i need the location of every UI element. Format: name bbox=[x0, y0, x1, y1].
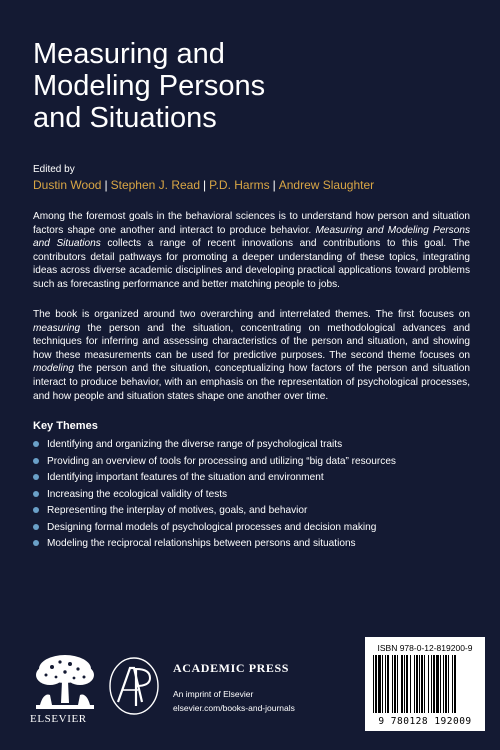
barcode-bar bbox=[375, 655, 377, 713]
barcode-bar bbox=[433, 655, 435, 713]
paragraph-text: the person and the situation, concentrating on methodological advances and techniques for inferring and assessing characteristics of the person and situation, and showing how these measurements can be used for predictive purposes. The second theme focuses on bbox=[33, 322, 470, 361]
edited-by-label: Edited by bbox=[33, 164, 75, 175]
barcode-bar bbox=[378, 655, 381, 713]
isbn-barcode-box bbox=[365, 637, 485, 731]
barcode-bar bbox=[445, 655, 447, 713]
publisher-imprint: An imprint of Elsevier bbox=[173, 689, 254, 699]
paragraph-text: the person and the situation, conceptualizing how factors of the person and situation interact to produce behavior, with an emphasis on the representation of psychological processes, and how people and situation states shape one another over time. bbox=[33, 363, 470, 402]
key-themes-list bbox=[33, 438, 473, 554]
key-theme-text: Identifying important features of the situation and environment bbox=[47, 472, 324, 483]
key-theme-text: Modeling the reciprocal relationships between persons and situations bbox=[47, 538, 356, 549]
barcode-bar bbox=[397, 655, 398, 713]
key-theme-item bbox=[33, 537, 473, 550]
paragraph-text: The book is organized around two overarching and interrelated themes. The first focuses on bbox=[33, 309, 470, 320]
barcode-bar bbox=[394, 655, 396, 713]
bullet-icon bbox=[33, 458, 39, 464]
title-line-2: Modeling Persons bbox=[33, 70, 266, 102]
editor-separator: | bbox=[104, 178, 108, 192]
barcode-bar bbox=[414, 655, 415, 713]
barcode-bar bbox=[382, 655, 383, 713]
key-theme-text: Representing the interplay of motives, goals, and behavior bbox=[47, 505, 308, 516]
emphasis-modeling: modeling bbox=[33, 363, 74, 375]
barcode-bar bbox=[440, 655, 441, 713]
editor-name: Andrew Slaughter bbox=[278, 178, 375, 192]
description-paragraph-1 bbox=[33, 210, 470, 292]
barcode-bar bbox=[431, 655, 432, 713]
book-title-emphasis: Measuring and Modeling Persons and Situations bbox=[33, 224, 470, 250]
barcode-bar bbox=[392, 655, 393, 713]
editor-name: Dustin Wood bbox=[33, 178, 102, 192]
editor-name: P.D. Harms bbox=[209, 178, 270, 192]
key-theme-item bbox=[33, 488, 473, 501]
barcode-bar bbox=[421, 655, 423, 713]
title-line-3: and Situations bbox=[33, 102, 217, 134]
barcode-bar bbox=[416, 655, 418, 713]
barcode-icon bbox=[371, 655, 479, 713]
key-themes-heading: Key Themes bbox=[33, 420, 98, 432]
book-title bbox=[33, 38, 453, 134]
paragraph-text: collects a range of recent innovations and contributions to this goal. The contributors detail pathways for promoting a deeper understanding of these topics, integrating ideas across diverse academic disciplines and developing practical applications toward problems such as forecasting performance and better matching people to jobs. bbox=[33, 238, 470, 290]
barcode-bar bbox=[443, 655, 444, 713]
barcode-bar bbox=[385, 655, 386, 713]
elsevier-tree-logo-icon bbox=[32, 653, 98, 711]
isbn-label: ISBN 978-0-12-819200-9 bbox=[377, 643, 473, 653]
academic-press-ap-logo-icon bbox=[108, 656, 160, 716]
publisher-name: ACADEMIC PRESS bbox=[173, 661, 290, 675]
key-theme-item bbox=[33, 438, 473, 451]
emphasis-measuring: measuring bbox=[33, 322, 81, 334]
editor-separator: | bbox=[203, 178, 207, 192]
editor-separator: | bbox=[272, 178, 276, 192]
barcode-bar bbox=[448, 655, 449, 713]
barcode-bar bbox=[452, 655, 453, 713]
key-theme-item bbox=[33, 504, 473, 517]
publisher-url: elsevier.com/books-and-journals bbox=[173, 703, 295, 713]
barcode-bar bbox=[454, 655, 456, 713]
barcode-bar bbox=[436, 655, 439, 713]
key-theme-item bbox=[33, 455, 473, 468]
key-theme-text: Increasing the ecological validity of tests bbox=[47, 488, 228, 500]
key-theme-text: Designing formal models of psychological processes and decision making bbox=[47, 521, 377, 533]
bullet-icon bbox=[33, 507, 39, 513]
bullet-icon bbox=[33, 441, 39, 447]
barcode-bar bbox=[401, 655, 403, 713]
elsevier-wordmark: ELSEVIER bbox=[30, 713, 87, 725]
barcode-bar bbox=[406, 655, 408, 713]
bullet-icon bbox=[33, 524, 39, 530]
barcode-bar bbox=[373, 655, 374, 713]
isbn-digits: 9 780128 192009 bbox=[378, 716, 472, 727]
editors-list bbox=[33, 178, 374, 192]
bullet-icon bbox=[33, 474, 39, 480]
barcode-bar bbox=[404, 655, 405, 713]
bullet-icon bbox=[33, 540, 39, 546]
editor-name: Stephen J. Read bbox=[110, 178, 201, 192]
barcode-bar bbox=[428, 655, 429, 713]
description-paragraph-2 bbox=[33, 308, 470, 403]
key-theme-text: Providing an overview of tools for processing and utilizing “big data” resources bbox=[47, 455, 396, 467]
key-theme-item bbox=[33, 471, 473, 484]
barcode-bar bbox=[424, 655, 425, 713]
key-theme-text: Identifying and organizing the diverse range of psychological traits bbox=[47, 439, 343, 450]
barcode-bar bbox=[387, 655, 389, 713]
paragraph-text: Among the foremost goals in the behavioral sciences is to understand how person and situation factors shape one another and interact to produce behavior. bbox=[33, 211, 470, 236]
bullet-icon bbox=[33, 491, 39, 497]
title-line-1: Measuring and bbox=[33, 38, 225, 70]
key-theme-item bbox=[33, 521, 473, 534]
barcode-bar bbox=[410, 655, 411, 713]
barcode-bar bbox=[419, 655, 420, 713]
